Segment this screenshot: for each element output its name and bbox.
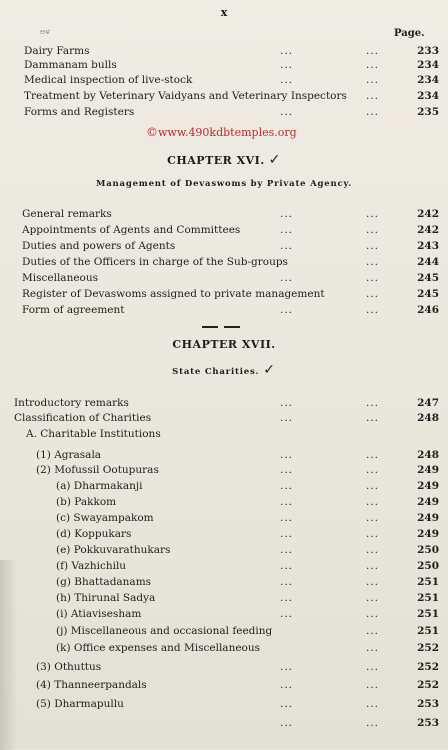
toc-row [0, 678, 448, 692]
toc-row [0, 239, 448, 253]
toc-entry-page: 249 [417, 528, 439, 540]
leader-dots: ... [366, 608, 380, 620]
toc-entry-label: Forms and Registers [24, 106, 135, 118]
leader-dots: ... [280, 240, 294, 252]
toc-entry-label: Duties and powers of Agents [22, 240, 176, 252]
toc-row [0, 396, 448, 410]
leader-dots: ... [280, 528, 294, 540]
toc-entry-label: (e) Pokkuvarathukars [56, 544, 171, 556]
toc-row [0, 58, 448, 72]
leader-dots: ... [280, 208, 294, 220]
toc-row [0, 559, 448, 573]
leader-dots: ... [280, 106, 294, 118]
leader-dots: ... [366, 698, 380, 710]
toc-entry-label: (2) Mofussil Ootupuras [36, 464, 159, 476]
leader-dots: ... [366, 59, 380, 71]
toc-entry-label: (3) Othuttus [36, 661, 102, 673]
leader-dots: ... [280, 304, 294, 316]
toc-row [0, 495, 448, 509]
leader-dots: ... [366, 397, 380, 409]
toc-row [0, 641, 448, 655]
leader-dots: ... [366, 224, 380, 236]
toc-entry-page: 242 [417, 208, 439, 220]
toc-entry-page: 249 [417, 464, 439, 476]
toc-entry-label: Form of agreement [22, 304, 125, 316]
toc-entry-page: 251 [417, 608, 439, 620]
toc-row [0, 303, 448, 317]
toc-entry-label: (4) Thanneerpandals [36, 679, 147, 691]
toc-row [0, 255, 448, 269]
toc-entry-label: (d) Koppukars [56, 528, 132, 540]
toc-row [0, 448, 448, 462]
toc-entry-label: Duties of the Officers in charge of the Sub-groups [22, 256, 288, 268]
leader-dots: ... [366, 106, 380, 118]
toc-entry-page: 249 [417, 512, 439, 524]
toc-entry-page: 251 [417, 576, 439, 588]
leader-dots: ... [280, 608, 294, 620]
leader-dots: ... [366, 449, 380, 461]
toc-entry-label: Dairy Farms [24, 45, 90, 57]
toc-entry-label: (5) Dharmapullu [36, 698, 124, 710]
toc-entry-page: 249 [417, 480, 439, 492]
leader-dots: ... [366, 625, 380, 637]
toc-entry-label: (c) Swayampakom [56, 512, 154, 524]
toc-row [0, 89, 448, 103]
toc-entry-label: (k) Office expenses and Miscellaneous [56, 642, 261, 654]
toc-entry-page: 234 [417, 74, 439, 86]
toc-entry-page: 250 [417, 560, 439, 572]
toc-row [0, 511, 448, 525]
chapter-title: CHAPTER XVII. [172, 338, 276, 351]
toc-entry-label: Dammanam bulls [24, 59, 117, 71]
leader-dots: ... [366, 412, 380, 424]
page-marker: x [220, 6, 228, 19]
leader-dots: ... [280, 717, 294, 729]
leader-dots: ... [366, 208, 380, 220]
toc-entry-page: 245 [417, 272, 439, 284]
leader-dots: ... [366, 717, 380, 729]
toc-entry-label: (h) Thirunal Sadya [56, 592, 156, 604]
toc-entry-page: 242 [417, 224, 439, 236]
toc-entry-page: 253 [417, 698, 439, 710]
toc-entry-page: 252 [417, 679, 439, 691]
tick-mark-icon: ✓ [268, 152, 281, 168]
leader-dots: ... [280, 496, 294, 508]
leader-dots: ... [280, 45, 294, 57]
page-column-header: Page. [394, 28, 425, 39]
separator-rule [202, 326, 218, 328]
toc-entry-label: General remarks [22, 208, 112, 220]
chapter-title [0, 152, 448, 168]
leader-dots: ... [280, 576, 294, 588]
leader-dots: ... [366, 544, 380, 556]
toc-entry-label: Introductory remarks [14, 397, 129, 409]
toc-entry-page: 235 [417, 106, 439, 118]
toc-entry-label: (b) Pakkom [56, 496, 117, 508]
toc-entry-page: 251 [417, 592, 439, 604]
toc-entry-page: 252 [417, 661, 439, 673]
leader-dots: ... [366, 661, 380, 673]
leader-dots: ... [366, 90, 380, 102]
chapter-subtitle-text: State Charities. [172, 367, 260, 377]
toc-entry-page: 246 [417, 304, 439, 316]
leader-dots: ... [366, 304, 380, 316]
chapter-subtitle [0, 362, 448, 378]
leader-dots: ... [280, 480, 294, 492]
toc-row [0, 463, 448, 477]
leader-dots: ... [280, 224, 294, 236]
toc-entry-label: Medical inspection of live-stock [24, 74, 193, 86]
toc-entry-label: A. Charitable Institutions [26, 428, 161, 440]
leader-dots: ... [366, 560, 380, 572]
leader-dots: ... [366, 288, 380, 300]
leader-dots: ... [280, 59, 294, 71]
leader-dots: ... [280, 560, 294, 572]
watermark [146, 125, 297, 139]
toc-entry-page: 251 [417, 625, 439, 637]
leader-dots: ... [366, 496, 380, 508]
leader-dots: ... [280, 464, 294, 476]
leader-dots: ... [280, 592, 294, 604]
toc-row [0, 716, 448, 730]
toc-entry-page: 233 [417, 45, 439, 57]
toc-entry-page: 248 [417, 449, 439, 461]
toc-row [0, 527, 448, 541]
leader-dots: ... [366, 679, 380, 691]
toc-row [0, 575, 448, 589]
toc-entry-page: 244 [417, 256, 439, 268]
toc-row [0, 223, 448, 237]
chapter-subtitle: Management of Devaswoms by Private Agency. [96, 179, 352, 189]
toc-entry-label: (a) Dharmakanji [56, 480, 143, 492]
leader-dots: ... [280, 272, 294, 284]
toc-entry-label: (1) Agrasala [36, 449, 102, 461]
leader-dots: ... [280, 397, 294, 409]
toc-entry-page: 250 [417, 544, 439, 556]
leader-dots: ... [366, 512, 380, 524]
toc-row [0, 73, 448, 87]
toc-entry-page: 234 [417, 90, 439, 102]
leader-dots: ... [366, 240, 380, 252]
leader-dots: ... [366, 480, 380, 492]
leader-dots: ... [366, 464, 380, 476]
toc-row [0, 105, 448, 119]
toc-entry-label: Treatment by Veterinary Vaidyans and Veterinary Inspectors [24, 90, 347, 102]
toc-entry-label: Miscellaneous [22, 272, 99, 284]
separator-rule [224, 326, 240, 328]
leader-dots: ... [366, 256, 380, 268]
toc-entry-label: (i) Atiavisesham [56, 608, 142, 620]
leader-dots: ... [366, 592, 380, 604]
leader-dots: ... [280, 661, 294, 673]
leader-dots: ... [366, 45, 380, 57]
leader-dots: ... [280, 512, 294, 524]
toc-row [0, 607, 448, 621]
toc-row [0, 543, 448, 557]
toc-row [0, 287, 448, 301]
leader-dots: ... [280, 74, 294, 86]
copyright-symbol: © [146, 125, 158, 139]
toc-entry-page: 252 [417, 642, 439, 654]
toc-row [0, 411, 448, 425]
leader-dots: ... [280, 544, 294, 556]
leader-dots: ... [366, 576, 380, 588]
toc-entry-label: Classification of Charities [14, 412, 152, 424]
toc-row [0, 591, 448, 605]
chapter-title-text: CHAPTER XVI. [167, 154, 265, 167]
leader-dots: ... [280, 698, 294, 710]
toc-entry-label: (f) Vazhichilu [56, 560, 127, 572]
toc-row [0, 427, 448, 441]
stray-mark: ಅಳ [40, 27, 50, 36]
toc-entry-page: 245 [417, 288, 439, 300]
toc-entry-page: 253 [417, 717, 439, 729]
toc-entry-page: 247 [417, 397, 439, 409]
toc-row [0, 660, 448, 674]
toc-entry-page: 234 [417, 59, 439, 71]
leader-dots: ... [366, 74, 380, 86]
toc-row [0, 479, 448, 493]
toc-entry-label: Appointments of Agents and Committees [22, 224, 241, 236]
toc-row [0, 697, 448, 711]
toc-row [0, 44, 448, 58]
leader-dots: ... [366, 642, 380, 654]
toc-row [0, 207, 448, 221]
leader-dots: ... [280, 679, 294, 691]
leader-dots: ... [280, 412, 294, 424]
toc-entry-label: (j) Miscellaneous and occasional feeding [56, 625, 273, 637]
toc-entry-label: Register of Devaswoms assigned to private management [22, 288, 325, 300]
toc-entry-page: 243 [417, 240, 439, 252]
toc-row [0, 271, 448, 285]
toc-row [0, 624, 448, 638]
toc-entry-label: (g) Bhattadanams [56, 576, 152, 588]
leader-dots: ... [280, 449, 294, 461]
tick-mark-icon: ✓ [263, 362, 276, 378]
toc-entry-page: 248 [417, 412, 439, 424]
watermark-text: www.490kdbtemples.org [158, 126, 297, 139]
toc-entry-page: 249 [417, 496, 439, 508]
leader-dots: ... [366, 272, 380, 284]
leader-dots: ... [366, 528, 380, 540]
